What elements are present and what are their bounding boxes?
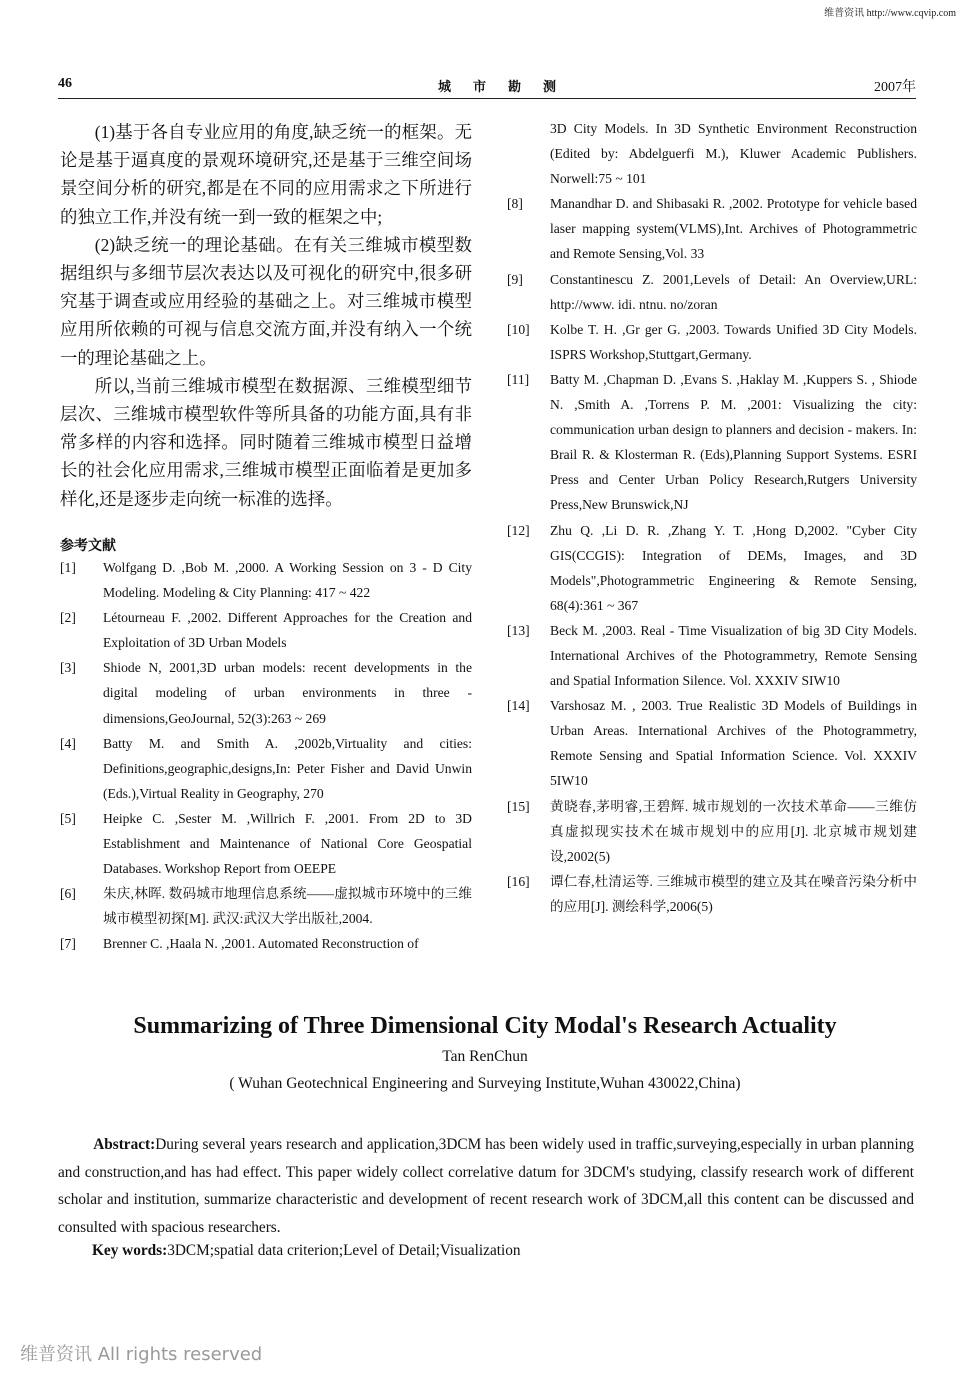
- reference-number: [12]: [507, 522, 530, 538]
- reference-item: [507, 317, 917, 367]
- page-number: 46: [58, 76, 72, 91]
- reference-number: [2]: [60, 610, 76, 626]
- reference-number: [10]: [507, 321, 530, 337]
- reference-number: [16]: [507, 873, 530, 889]
- reference-text: 黄晓春,茅明睿,王碧辉. 城市规划的一次技术革命——三维仿真虚拟现实技术在城市规划中的应用[J]. 北京城市规划建设,2002(5): [550, 798, 917, 864]
- reference-text: Batty M. and Smith A. ,2002b,Virtuality and cities: Definitions,geographic,designs,In: Peter Fisher and David Unwin (Eds.),Virtual Reality in Geography, 270: [103, 735, 472, 801]
- english-keywords: [92, 1242, 521, 1260]
- reference-item: [507, 794, 917, 869]
- reference-item: [507, 869, 917, 919]
- reference-text: Shiode N, 2001,3D urban models: recent developments in the digital modeling of urban environments in three - dimensions,GeoJournal, 52(3):263 ~ 269: [103, 660, 472, 726]
- abstract-label: Abstract:: [93, 1136, 156, 1153]
- reference-item: [507, 518, 917, 618]
- reference-continuation: 3D City Models. In 3D Synthetic Environment Reconstruction (Edited by: Abdelguerfi M.), Kluwer Academic Publishers. Norwell:75 ~ 101: [550, 121, 917, 187]
- body-paragraph: 所以,当前三维城市模型在数据源、三维模型细节层次、三维城市模型软件等所具备的功能方面,具有非常多样的内容和选择。同时随着三维城市模型日益增长的社会化应用需求,三维城市模型正面临着是更加多样化,还是逐步走向统一标准的选择。: [60, 375, 472, 509]
- reference-text: Létourneau F. ,2002. Different Approaches for the Creation and Exploitation of 3D Urban Models: [103, 610, 472, 651]
- reference-text: Zhu Q. ,Li D. R. ,Zhang Y. T. ,Hong D,2002. "Cyber City GIS(CCGIS): Integration of DEMs, Images, and 3D Models",Photogrammetric Engineering & Remote Sensing, 68(4):361 ~ 367: [550, 522, 917, 613]
- watermark-footer: 维普资讯 All rights reserved: [20, 1344, 263, 1365]
- reference-text: Wolfgang D. ,Bob M. ,2000. A Working Session on 3 - D City Modeling. Modeling & City Planning: 417 ~ 422: [103, 560, 472, 601]
- reference-text: Batty M. ,Chapman D. ,Evans S. ,Haklay M. ,Kuppers S. , Shiode N. ,Smith A. ,Torrens P. M. ,2001: Visualizing the city: communication urban design to planners and decision - makers. In: Brail R. & Klosterman R. (Eds),Planning Support Systems. ESRI Press and Center Urban Policy Research,Rutgers University Press,New Brunswick,NJ: [550, 371, 917, 513]
- reference-text: Kolbe T. H. ,Gr ger G. ,2003. Towards Unified 3D City Models. ISPRS Workshop,Stuttgart,Germany.: [550, 321, 917, 362]
- reference-number: [1]: [60, 560, 76, 575]
- reference-item: [507, 191, 917, 266]
- reference-item: [60, 655, 472, 730]
- body-paragraph: (1)基于各自专业应用的角度,缺乏统一的框架。无论是基于逼真度的景观环境研究,还是基于三维空间场景空间分析的研究,都是在不同的应用需求之下所进行的独立工作,并没有统一到一致的框架之中;: [60, 122, 472, 227]
- body-paragraph: (2)缺乏统一的理论基础。在有关三维城市模型数据组织与多细节层次表达以及可视化的研究中,很多研究基于调查或应用经验的基础之上。对三维城市模型应用所依赖的可视与信息交流方面,并没有纳入一个统一的理论基础之上。: [60, 234, 472, 368]
- reference-text: Manandhar D. and Shibasaki R. ,2002. Prototype for vehicle based laser mapping system(VLMS),Int. Archives of Photogrammetric and Remote Sensing,Vol. 33: [550, 196, 917, 262]
- reference-item: [60, 605, 472, 655]
- keywords-text: 3DCM;spatial data criterion;Level of Detail;Visualization: [167, 1242, 521, 1259]
- references-right-column: [507, 116, 917, 919]
- english-abstract: [58, 1131, 914, 1241]
- reference-number: [8]: [507, 196, 523, 212]
- references-left-column: [60, 555, 472, 957]
- reference-item: [60, 931, 472, 956]
- reference-number: [9]: [507, 271, 523, 287]
- english-affiliation: ( Wuhan Geotechnical Engineering and Surveying Institute,Wuhan 430022,China): [229, 1075, 741, 1092]
- reference-item: [60, 555, 472, 605]
- reference-number: [5]: [60, 810, 76, 826]
- abstract-text: During several years research and application,3DCM has been widely used in traffic,surveying,especially in urban planning and construction,and has had effect. This paper widely collect correlative datum for 3DCM's studying, classify research work of different scholar and institution, summarize characteristic and development of recent research work of 3DCM,all this content can be discussed and consulted with spacious researchers.: [58, 1136, 914, 1236]
- body-text-column: [60, 118, 472, 513]
- reference-number: [15]: [507, 798, 530, 814]
- reference-item: [60, 806, 472, 881]
- reference-item: [60, 731, 472, 806]
- reference-text: Brenner C. ,Haala N. ,2001. Automated Reconstruction of: [103, 936, 419, 952]
- reference-text: 谭仁春,杜清运等. 三维城市模型的建立及其在噪音污染分析中的应用[J]. 测绘科学,2006(5): [550, 873, 917, 914]
- issue-year: 2007年: [874, 80, 916, 95]
- english-title: Summarizing of Three Dimensional City Modal's Research Actuality: [133, 1013, 837, 1039]
- reference-text: Varshosaz M. , 2003. True Realistic 3D Models of Buildings in Urban Areas. International Archives of the Photogrammetry, Remote Sensing and Spatial Information Science. Vol. XXXIV 5IW10: [550, 698, 917, 789]
- journal-name: 城市勘测: [438, 79, 579, 94]
- references-heading: 参考文献: [60, 539, 116, 554]
- reference-item: [60, 881, 472, 931]
- reference-text: Heipke C. ,Sester M. ,Willrich F. ,2001. From 2D to 3D Establishment and Maintenance of National Core Geospatial Databases. Workshop Report from OEEPE: [103, 810, 472, 877]
- reference-text: 朱庆,林晖. 数码城市地理信息系统——虚拟城市环境中的三维城市模型初探[M]. 武汉:武汉大学出版社,2004.: [103, 886, 472, 927]
- reference-text: Constantinescu Z. 2001,Levels of Detail: An Overview,URL: http://www. idi. ntnu. no/zoran: [550, 271, 917, 312]
- source-url: 维普资讯 http://www.cqvip.com: [824, 8, 956, 19]
- reference-number: [6]: [60, 886, 76, 902]
- english-author: Tan RenChun: [442, 1048, 528, 1065]
- reference-number: [13]: [507, 622, 530, 638]
- keywords-label: Key words:: [92, 1242, 168, 1259]
- reference-number: [3]: [60, 660, 76, 676]
- reference-item: [507, 367, 917, 518]
- reference-number: [4]: [60, 735, 76, 751]
- reference-item: [507, 267, 917, 317]
- reference-number: [7]: [60, 936, 76, 952]
- reference-item: [507, 618, 917, 693]
- running-header: [58, 76, 916, 99]
- reference-number: [14]: [507, 698, 530, 714]
- reference-number: [11]: [507, 371, 530, 387]
- reference-text: Beck M. ,2003. Real - Time Visualization of big 3D City Models. International Archives of the Photogrammetry, Remote Sensing and Spatial Information Silence. Vol. XXXIV SIW10: [550, 622, 917, 689]
- reference-item: [507, 693, 917, 793]
